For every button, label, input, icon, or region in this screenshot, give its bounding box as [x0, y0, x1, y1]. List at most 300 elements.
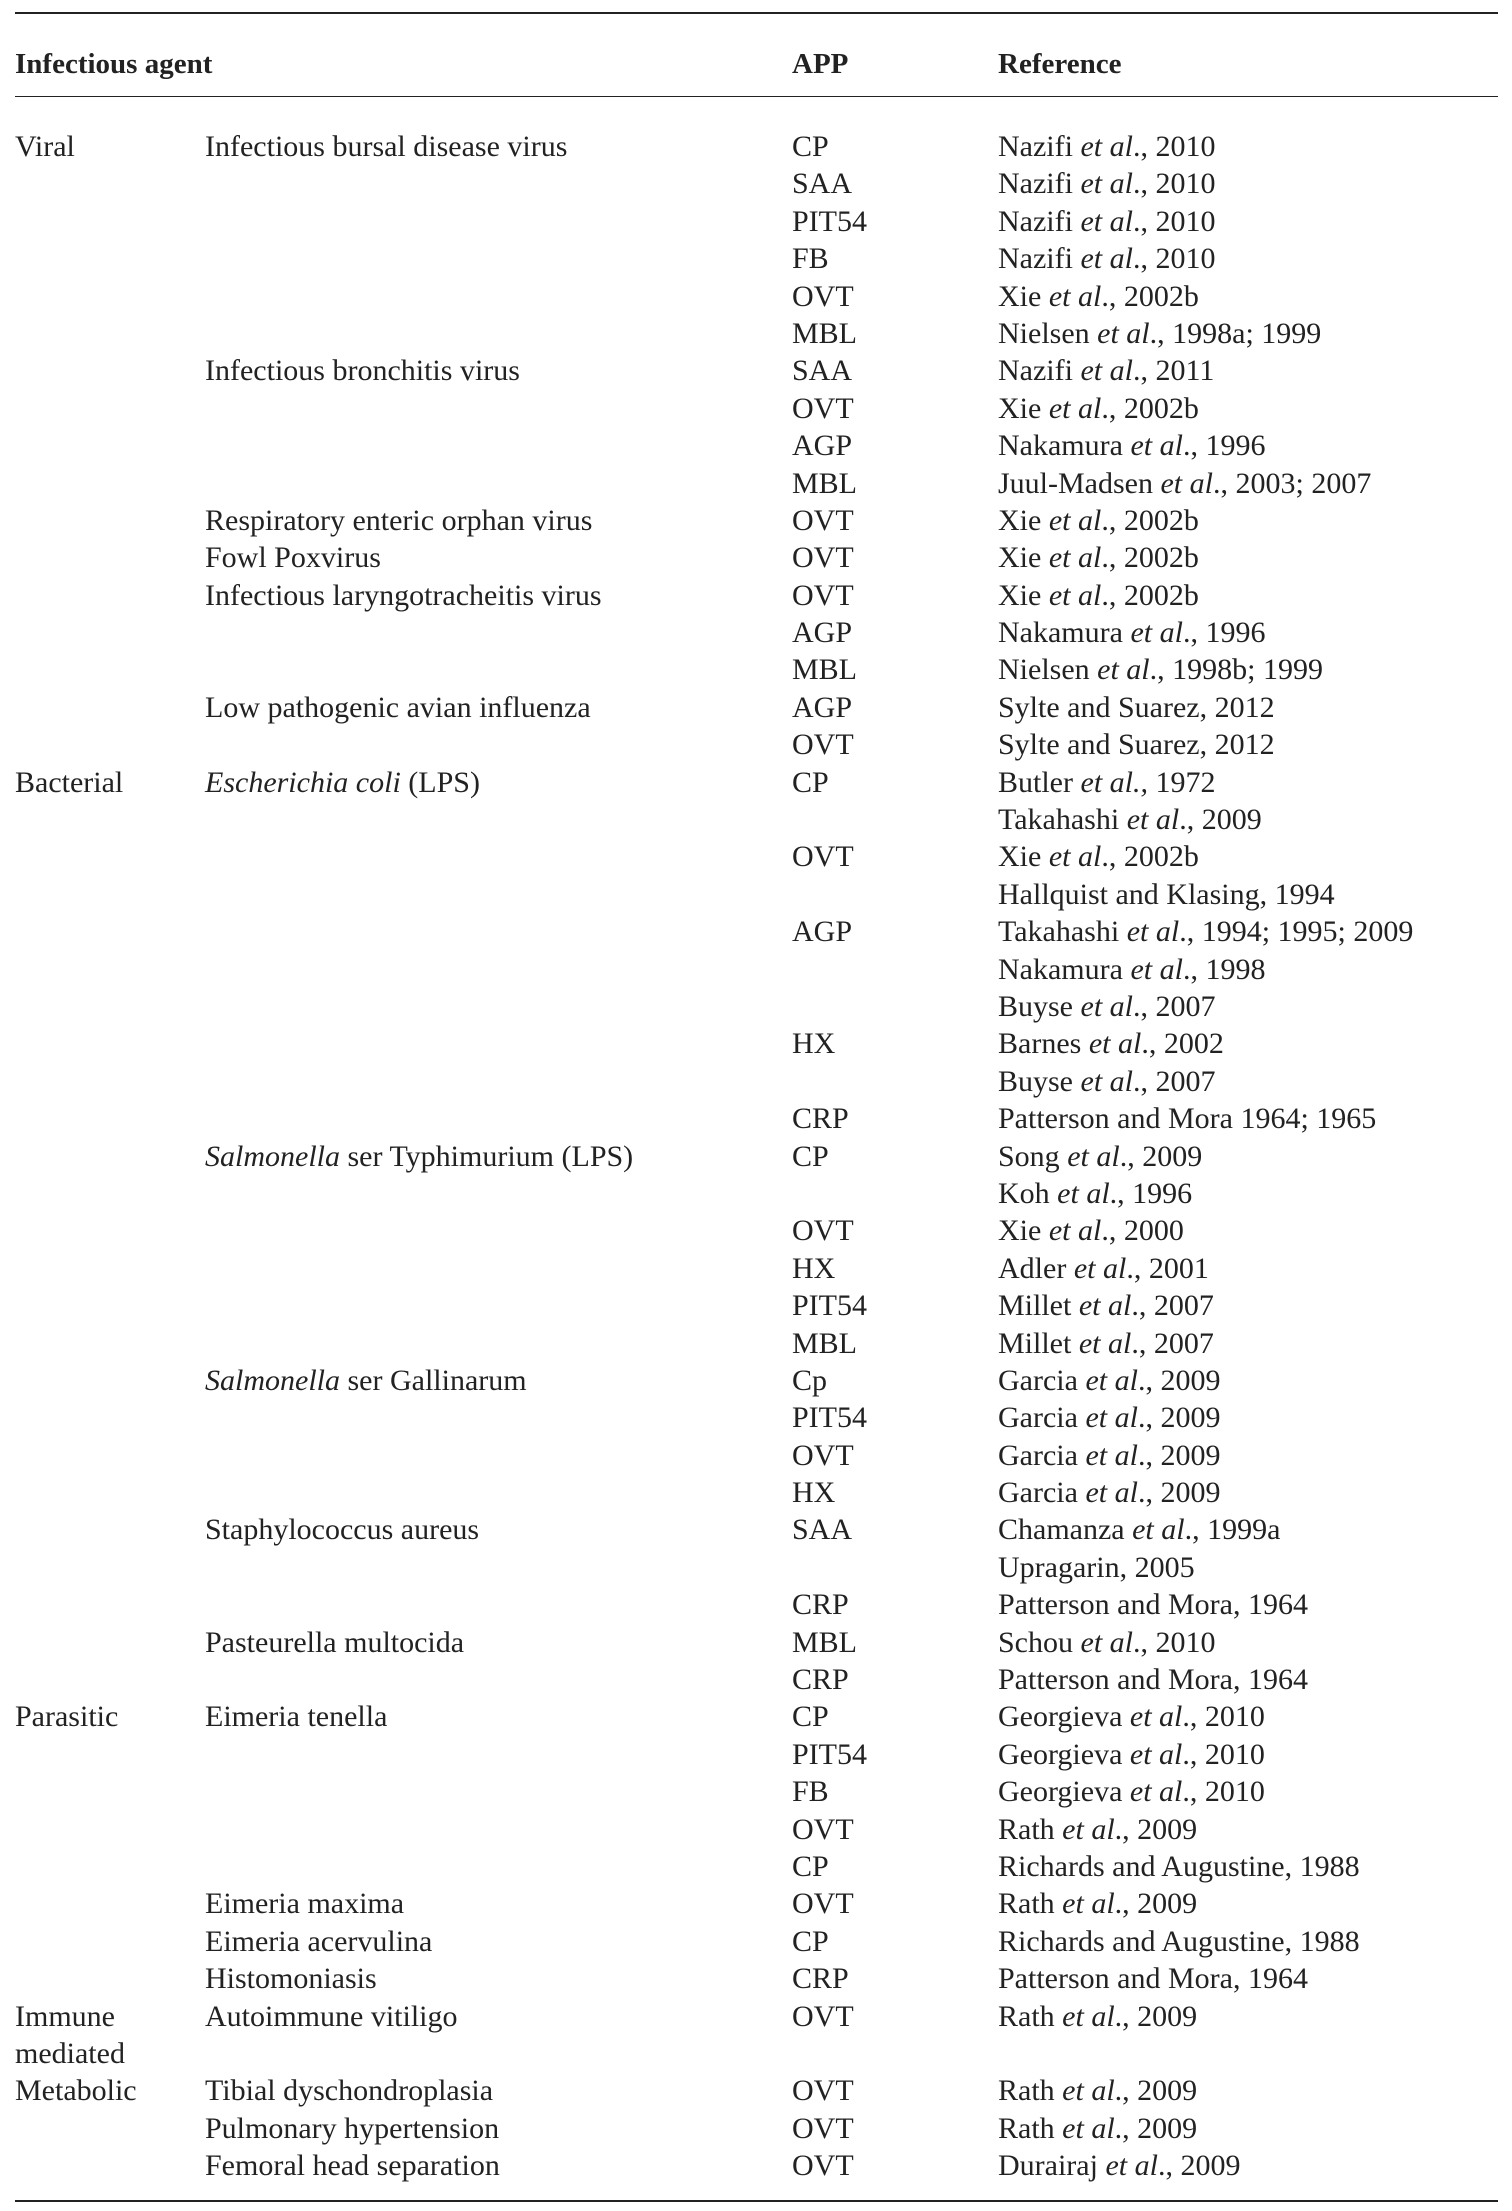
text-segment: ., 2009: [1137, 1438, 1221, 1472]
reference-cell: [998, 1325, 1214, 1362]
text-segment: ., 2000: [1101, 1214, 1184, 1248]
reference-cell: [998, 913, 1413, 950]
italic-segment: et al: [1080, 1064, 1133, 1098]
italic-segment: et al: [1062, 2111, 1115, 2145]
table-body: [0, 128, 1512, 2184]
table-row: [0, 1175, 1512, 1212]
category-cell: mediated: [15, 2036, 125, 2070]
text-segment: Xie: [998, 503, 1049, 537]
table-row: [0, 240, 1512, 277]
text-segment: ., 2010: [1133, 1625, 1216, 1659]
text-segment: Garcia: [998, 1363, 1086, 1397]
app-cell: OVT: [792, 1214, 854, 1248]
reference-cell: [998, 1287, 1214, 1324]
text-segment: ., 2007: [1133, 1064, 1216, 1098]
text-segment: ., 2001: [1126, 1251, 1209, 1285]
italic-segment: et al: [1078, 1326, 1132, 1360]
app-cell: CP: [792, 1924, 829, 1958]
app-cell: AGP: [792, 429, 853, 463]
reference-cell: [998, 502, 1199, 539]
app-cell: OVT: [792, 2074, 854, 2108]
agent-cell: Low pathogenic avian influenza: [205, 690, 591, 724]
italic-segment: et al: [1126, 915, 1180, 949]
reference-cell: [998, 988, 1216, 1025]
text-segment: ., 2010: [1182, 1737, 1265, 1771]
app-cell: PIT54: [792, 1737, 867, 1771]
table-header: [0, 44, 1512, 84]
table-row: [0, 1661, 1512, 1698]
italic-segment: et al: [1048, 578, 1102, 612]
app-cell: SAA: [792, 1513, 853, 1547]
text-segment: ., 2010: [1132, 167, 1216, 201]
app-cell: PIT54: [792, 1401, 867, 1435]
app-cell: OVT: [792, 1999, 854, 2033]
italic-segment: et al: [1085, 1438, 1138, 1472]
app-cell: AGP: [792, 915, 853, 949]
text-segment: ., 2002b: [1101, 578, 1199, 612]
agent-cell: Pulmonary hypertension: [205, 2111, 500, 2145]
reference-cell: [998, 614, 1265, 651]
italic-segment: et al: [1088, 1027, 1142, 1061]
reference-cell: [998, 689, 1275, 726]
italic-segment: et al: [1048, 840, 1102, 874]
table-row: [0, 1025, 1512, 1062]
italic-segment: et al: [1080, 1625, 1133, 1659]
text-segment: ., 2009: [1179, 803, 1262, 837]
app-cell: HX: [792, 1251, 836, 1285]
app-cell: OVT: [792, 541, 854, 575]
reference-cell: [998, 1212, 1184, 1249]
italic-segment: Salmonella: [205, 1363, 340, 1397]
reference-cell: [998, 726, 1275, 763]
italic-segment: et al: [1062, 1812, 1115, 1846]
table-row: [0, 165, 1512, 202]
agent-cell: Autoimmune vitiligo: [205, 1999, 458, 2033]
table-row: [0, 1474, 1512, 1511]
table-row: [0, 1362, 1512, 1399]
text-segment: ., 2010: [1132, 204, 1216, 238]
app-cell: CP: [792, 765, 829, 799]
table-row: [0, 427, 1512, 464]
text-segment: Georgieva: [998, 1700, 1130, 1734]
text-segment: Garcia: [998, 1401, 1086, 1435]
text-segment: Takahashi: [998, 803, 1127, 837]
app-cell: OVT: [792, 391, 854, 425]
agent-cell: Histomoniasis: [205, 1962, 377, 1996]
table-row: [0, 1138, 1512, 1175]
agent-cell: Infectious laryngotracheitis virus: [205, 578, 602, 612]
table-row: [0, 1848, 1512, 1885]
text-segment: Patterson and Mora, 1964: [998, 1663, 1308, 1697]
table-row: [0, 1624, 1512, 1661]
table-row: [0, 203, 1512, 240]
text-segment: Georgieva: [998, 1737, 1130, 1771]
app-cell: CP: [792, 1849, 829, 1883]
text-segment: Rath: [998, 1999, 1063, 2033]
app-cell: CRP: [792, 1663, 849, 1697]
reference-cell: [998, 2110, 1197, 2147]
italic-segment: et al: [1062, 2074, 1115, 2108]
text-segment: ., 2002b: [1101, 840, 1199, 874]
text-segment: Takahashi: [998, 915, 1127, 949]
text-segment: ., 1994; 1995; 2009: [1179, 915, 1414, 949]
text-segment: ., 1998b; 1999: [1149, 653, 1323, 687]
app-cell: FB: [792, 1775, 829, 1809]
reference-cell: [998, 1025, 1224, 1062]
text-segment: Nakamura: [998, 616, 1131, 650]
text-segment: ., 2009: [1114, 2074, 1198, 2108]
italic-segment: Escherichia coli: [205, 765, 401, 799]
text-segment: Rath: [998, 1887, 1063, 1921]
category-cell: Parasitic: [15, 1700, 119, 1734]
text-segment: Song: [998, 1139, 1068, 1173]
app-cell: PIT54: [792, 1289, 867, 1323]
italic-segment: et al: [1048, 279, 1102, 313]
text-segment: ., 1998a; 1999: [1149, 316, 1322, 350]
text-segment: Xie: [998, 1214, 1049, 1248]
reference-cell: [998, 539, 1199, 576]
reference-cell: [998, 1661, 1308, 1698]
text-segment: ., 1999a: [1184, 1513, 1281, 1547]
reference-cell: [998, 203, 1215, 240]
text-segment: Butler: [998, 765, 1081, 799]
text-segment: Rath: [998, 1812, 1063, 1846]
table-row: [0, 1287, 1512, 1324]
italic-segment: et al: [1126, 803, 1180, 837]
italic-segment: et al: [1067, 1139, 1120, 1173]
italic-segment: et al: [1080, 130, 1133, 163]
text-segment: Adler: [998, 1251, 1074, 1285]
text-segment: ., 2011: [1132, 354, 1215, 388]
agent-cell: Pasteurella multocida: [205, 1625, 465, 1659]
reference-cell: [998, 1511, 1280, 1548]
text-segment: Hallquist and Klasing, 1994: [998, 877, 1335, 911]
reference-cell: [998, 1362, 1220, 1399]
table-row: [0, 1736, 1512, 1773]
italic-segment: et al: [1129, 1700, 1183, 1734]
reference-cell: [998, 1586, 1308, 1623]
reference-cell: [998, 427, 1265, 464]
italic-segment: et al: [1080, 167, 1133, 201]
italic-segment: et al: [1105, 2149, 1158, 2183]
reference-cell: [998, 465, 1371, 502]
agent-cell: Eimeria maxima: [205, 1887, 405, 1921]
reference-cell: [998, 352, 1214, 389]
italic-segment: et al: [1062, 1999, 1115, 2033]
text-segment: Rath: [998, 2111, 1063, 2145]
text-segment: Nielsen: [998, 653, 1098, 687]
app-cell: MBL: [792, 466, 858, 500]
table-row: [0, 1212, 1512, 1249]
app-cell: Cp: [792, 1363, 828, 1397]
italic-segment: et al: [1132, 1513, 1185, 1547]
agent-cell: Eimeria tenella: [205, 1700, 388, 1734]
table-bottom-rule: [15, 2200, 1498, 2202]
table-row: [0, 764, 1512, 801]
reference-cell: [998, 764, 1216, 801]
italic-segment: et al: [1097, 316, 1150, 350]
italic-segment: et al: [1080, 242, 1133, 276]
text-segment: 1972: [1148, 765, 1216, 799]
italic-segment: et al.,: [1080, 765, 1148, 799]
italic-segment: et al: [1085, 1363, 1138, 1397]
reference-cell: [998, 1736, 1265, 1773]
text-segment: Nakamura: [998, 429, 1131, 463]
text-segment: ., 1996: [1109, 1176, 1193, 1210]
agent-cell: Respiratory enteric orphan virus: [205, 503, 593, 537]
app-cell: OVT: [792, 503, 854, 537]
text-segment: ., 1996: [1182, 429, 1266, 463]
app-cell: OVT: [792, 840, 854, 874]
italic-segment: et al: [1073, 1251, 1127, 1285]
text-segment: ., 2010: [1182, 1775, 1265, 1809]
table-row: [0, 726, 1512, 763]
app-cell: AGP: [792, 616, 853, 650]
app-cell: HX: [792, 1476, 836, 1510]
reference-cell: [998, 278, 1199, 315]
table-row: [0, 502, 1512, 539]
text-segment: ., 2009: [1137, 1363, 1221, 1397]
text-segment: ., 2009: [1114, 1999, 1198, 2033]
agent-cell: Fowl Poxvirus: [205, 541, 381, 575]
italic-segment: et al: [1130, 616, 1183, 650]
text-segment: Nielsen: [998, 316, 1098, 350]
text-segment: ., 2009: [1137, 1401, 1221, 1435]
table-row: [0, 1100, 1512, 1137]
app-cell: MBL: [792, 1625, 858, 1659]
table-row: [0, 1063, 1512, 1100]
text-segment: ., 1996: [1182, 616, 1266, 650]
reference-cell: [998, 801, 1262, 838]
table-row: [0, 390, 1512, 427]
text-segment: Buyse: [998, 989, 1081, 1023]
reference-cell: [998, 876, 1335, 913]
text-segment: Nazifi: [998, 354, 1081, 388]
italic-segment: et al: [1078, 1289, 1132, 1323]
table-row: [0, 2035, 1512, 2072]
text-segment: Durairaj: [998, 2149, 1106, 2183]
text-segment: ser Typhimurium (LPS): [340, 1139, 634, 1173]
text-segment: (LPS): [400, 765, 480, 799]
text-segment: Garcia: [998, 1438, 1086, 1472]
text-segment: Xie: [998, 578, 1049, 612]
app-cell: CRP: [792, 1102, 849, 1136]
text-segment: Rath: [998, 2074, 1063, 2108]
agent-cell: [205, 764, 480, 801]
reference-cell: [998, 1100, 1376, 1137]
table-row: [0, 1586, 1512, 1623]
table-row: [0, 801, 1512, 838]
reference-cell: [998, 838, 1199, 875]
italic-segment: et al: [1085, 1401, 1138, 1435]
table-row: [0, 539, 1512, 576]
reference-cell: [998, 1437, 1220, 1474]
text-segment: ., 2009: [1114, 1887, 1198, 1921]
table-row: [0, 2110, 1512, 2147]
app-cell: HX: [792, 1027, 836, 1061]
reference-cell: [998, 165, 1215, 202]
agent-cell: Eimeria acervulina: [205, 1924, 433, 1958]
text-segment: Xie: [998, 391, 1049, 425]
text-segment: Garcia: [998, 1476, 1086, 1510]
text-segment: ser Gallinarum: [340, 1363, 527, 1397]
app-cell: CP: [792, 1139, 829, 1173]
text-segment: Nakamura: [998, 952, 1131, 986]
italic-segment: et al: [1048, 1214, 1102, 1248]
text-segment: ., 2002b: [1101, 279, 1199, 313]
table-row: [0, 1885, 1512, 1922]
reference-cell: [998, 1175, 1192, 1212]
text-segment: ., 2010: [1132, 242, 1216, 276]
reference-cell: [998, 1549, 1195, 1586]
text-segment: Sylte and Suarez, 2012: [998, 728, 1275, 762]
text-segment: ., 1998: [1182, 952, 1266, 986]
table-row: [0, 614, 1512, 651]
reference-cell: [998, 2147, 1240, 2184]
text-segment: Koh: [998, 1176, 1058, 1210]
category-cell: Viral: [15, 130, 75, 163]
italic-segment: et al: [1129, 1737, 1183, 1771]
reference-cell: [998, 1624, 1216, 1661]
reference-cell: [998, 1885, 1197, 1922]
app-cell: OVT: [792, 1812, 854, 1846]
table-row: [0, 577, 1512, 614]
italic-segment: et al: [1062, 1887, 1115, 1921]
table-row: [0, 352, 1512, 389]
italic-segment: Salmonella: [205, 1139, 340, 1173]
app-cell: CRP: [792, 1588, 849, 1622]
table-row: [0, 1325, 1512, 1362]
table-row: [0, 913, 1512, 950]
app-cell: CP: [792, 1700, 829, 1734]
table-row: [0, 876, 1512, 913]
agent-cell: [205, 1362, 527, 1399]
reference-cell: [998, 1848, 1360, 1885]
text-segment: Richards and Augustine, 1988: [998, 1849, 1360, 1883]
text-segment: Patterson and Mora 1964; 1965: [998, 1102, 1377, 1136]
table-row: [0, 1250, 1512, 1287]
italic-segment: et al: [1129, 1775, 1183, 1809]
reference-cell: [998, 1698, 1265, 1735]
app-cell: SAA: [792, 354, 853, 388]
text-segment: ., 2010: [1182, 1700, 1265, 1734]
text-segment: Millet: [998, 1326, 1079, 1360]
text-segment: ., 2009: [1119, 1139, 1203, 1173]
reference-cell: [998, 1923, 1360, 1960]
app-cell: OVT: [792, 1438, 854, 1472]
app-cell: MBL: [792, 1326, 858, 1360]
italic-segment: et al: [1085, 1476, 1138, 1510]
text-segment: Richards and Augustine, 1988: [998, 1924, 1360, 1958]
text-segment: Nazifi: [998, 167, 1081, 201]
app-cell: OVT: [792, 2111, 854, 2145]
text-segment: ., 2003; 2007: [1212, 466, 1372, 500]
text-segment: Millet: [998, 1289, 1079, 1323]
text-segment: Sylte and Suarez, 2012: [998, 690, 1275, 724]
italic-segment: et al: [1080, 354, 1133, 388]
table-row: [0, 1511, 1512, 1548]
table-row: [0, 689, 1512, 726]
agent-cell: Tibial dyschondroplasia: [205, 2074, 494, 2108]
category-cell: Bacterial: [15, 765, 124, 799]
text-segment: ., 2009: [1137, 1476, 1221, 1510]
agent-cell: [205, 1138, 633, 1175]
agent-cell: Staphylococcus aureus: [205, 1513, 480, 1547]
italic-segment: et al: [1130, 952, 1183, 986]
table-row: [0, 1698, 1512, 1735]
text-segment: ., 2010: [1132, 130, 1216, 163]
category-cell: Immune: [15, 1999, 115, 2033]
italic-segment: et al: [1048, 391, 1102, 425]
text-segment: Chamanza: [998, 1513, 1133, 1547]
text-segment: Nazifi: [998, 242, 1081, 276]
table-row: [0, 951, 1512, 988]
header-infectious-agent: Infectious agent: [15, 48, 213, 80]
italic-segment: et al: [1080, 204, 1133, 238]
text-segment: Upragarin, 2005: [998, 1550, 1195, 1584]
app-cell: FB: [792, 242, 829, 276]
table-row: [0, 1399, 1512, 1436]
text-segment: ., 2007: [1131, 1326, 1214, 1360]
text-segment: ., 2002b: [1101, 541, 1199, 575]
text-segment: ., 2007: [1131, 1289, 1214, 1323]
table-row: [0, 1437, 1512, 1474]
reference-cell: [998, 1811, 1197, 1848]
reference-cell: [998, 1998, 1197, 2035]
app-cell: PIT54: [792, 204, 867, 238]
text-segment: Xie: [998, 840, 1049, 874]
text-segment: Nazifi: [998, 130, 1081, 163]
reference-cell: [998, 1063, 1216, 1100]
reference-cell: [998, 1138, 1202, 1175]
reference-cell: [998, 651, 1323, 688]
app-cell: MBL: [792, 653, 858, 687]
reference-cell: [998, 315, 1321, 352]
reference-cell: [998, 577, 1199, 614]
text-segment: ., 2002b: [1101, 391, 1199, 425]
reference-cell: [998, 1773, 1265, 1810]
italic-segment: et al: [1048, 541, 1102, 575]
text-segment: Barnes: [998, 1027, 1089, 1061]
header-app: APP: [792, 48, 849, 80]
category-cell: Metabolic: [15, 2074, 137, 2108]
italic-segment: et al: [1130, 429, 1183, 463]
text-segment: Schou: [998, 1625, 1081, 1659]
table-row: [0, 838, 1512, 875]
reference-cell: [998, 1250, 1209, 1287]
italic-segment: et al: [1048, 503, 1102, 537]
app-cell: OVT: [792, 578, 854, 612]
text-segment: Juul-Madsen: [998, 466, 1161, 500]
table-row: [0, 1998, 1512, 2035]
text-segment: ., 2007: [1133, 989, 1216, 1023]
reference-cell: [998, 2072, 1197, 2109]
table-row: [0, 2072, 1512, 2109]
header-reference: Reference: [998, 48, 1122, 80]
text-segment: Xie: [998, 541, 1049, 575]
reference-cell: [998, 390, 1199, 427]
app-cell: SAA: [792, 167, 853, 201]
app-cell: OVT: [792, 1887, 854, 1921]
table-row: [0, 1811, 1512, 1848]
agent-cell: Infectious bursal disease virus: [205, 130, 568, 163]
italic-segment: et al: [1097, 653, 1150, 687]
reference-cell: [998, 1960, 1308, 1997]
reference-cell: [998, 240, 1215, 277]
agent-cell: Femoral head separation: [205, 2149, 500, 2183]
text-segment: Patterson and Mora, 1964: [998, 1962, 1308, 1996]
table-row: [0, 1549, 1512, 1586]
